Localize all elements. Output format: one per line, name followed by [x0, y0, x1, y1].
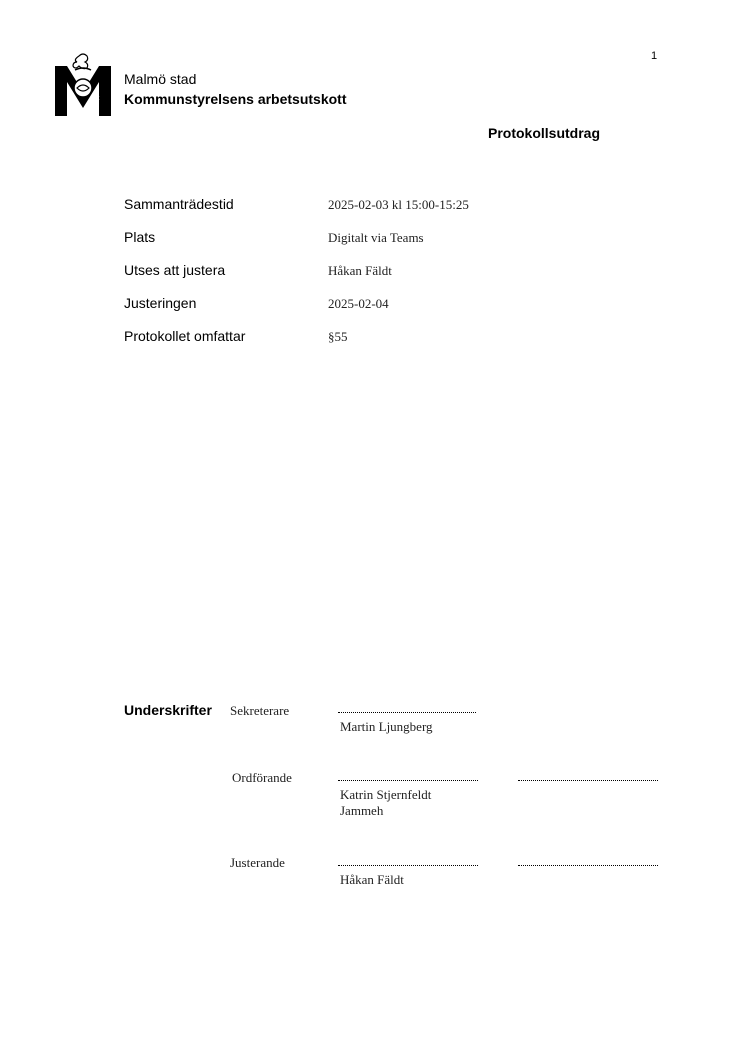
page-number: 1 [651, 50, 658, 62]
meta-value-adjustment-date: 2025-02-04 [328, 296, 389, 311]
org-name: Malmö stad [124, 71, 197, 87]
meta-label-place: Plats [124, 229, 156, 245]
signature-line-secretary [338, 712, 476, 713]
signature-line-chair [338, 780, 478, 781]
sig-name-secretary: Martin Ljungberg [340, 719, 433, 734]
signature-line-adjuster [338, 865, 478, 866]
malmo-coat-of-arms-icon [55, 52, 111, 116]
signature-line-adjuster-second [518, 865, 658, 866]
sig-role-adjuster: Justerande [230, 855, 285, 870]
sig-role-secretary: Sekreterare [230, 703, 290, 718]
meta-label-protocol-scope: Protokollet omfattar [124, 328, 246, 344]
meta-label-session-time: Sammanträdestid [124, 196, 234, 212]
sig-role-chair: Ordförande [232, 770, 292, 785]
sig-name-chair-line2: Jammeh [340, 803, 384, 818]
meta-value-place: Digitalt via Teams [328, 230, 424, 245]
sig-name-chair-line1: Katrin Stjernfeldt [340, 787, 432, 802]
signatures-heading: Underskrifter [124, 702, 212, 718]
meta-label-adjustment-date: Justeringen [124, 295, 197, 311]
meta-label-adjuster: Utses att justera [124, 262, 226, 278]
signature-line-chair-second [518, 780, 658, 781]
committee-name: Kommunstyrelsens arbetsutskott [124, 91, 347, 107]
document-type: Protokollsutdrag [488, 125, 601, 141]
sig-name-adjuster: Håkan Fäldt [340, 872, 404, 887]
meta-value-session-time: 2025-02-03 kl 15:00-15:25 [328, 197, 469, 212]
meta-value-protocol-scope: §55 [328, 329, 348, 344]
meta-value-adjuster: Håkan Fäldt [328, 263, 392, 278]
